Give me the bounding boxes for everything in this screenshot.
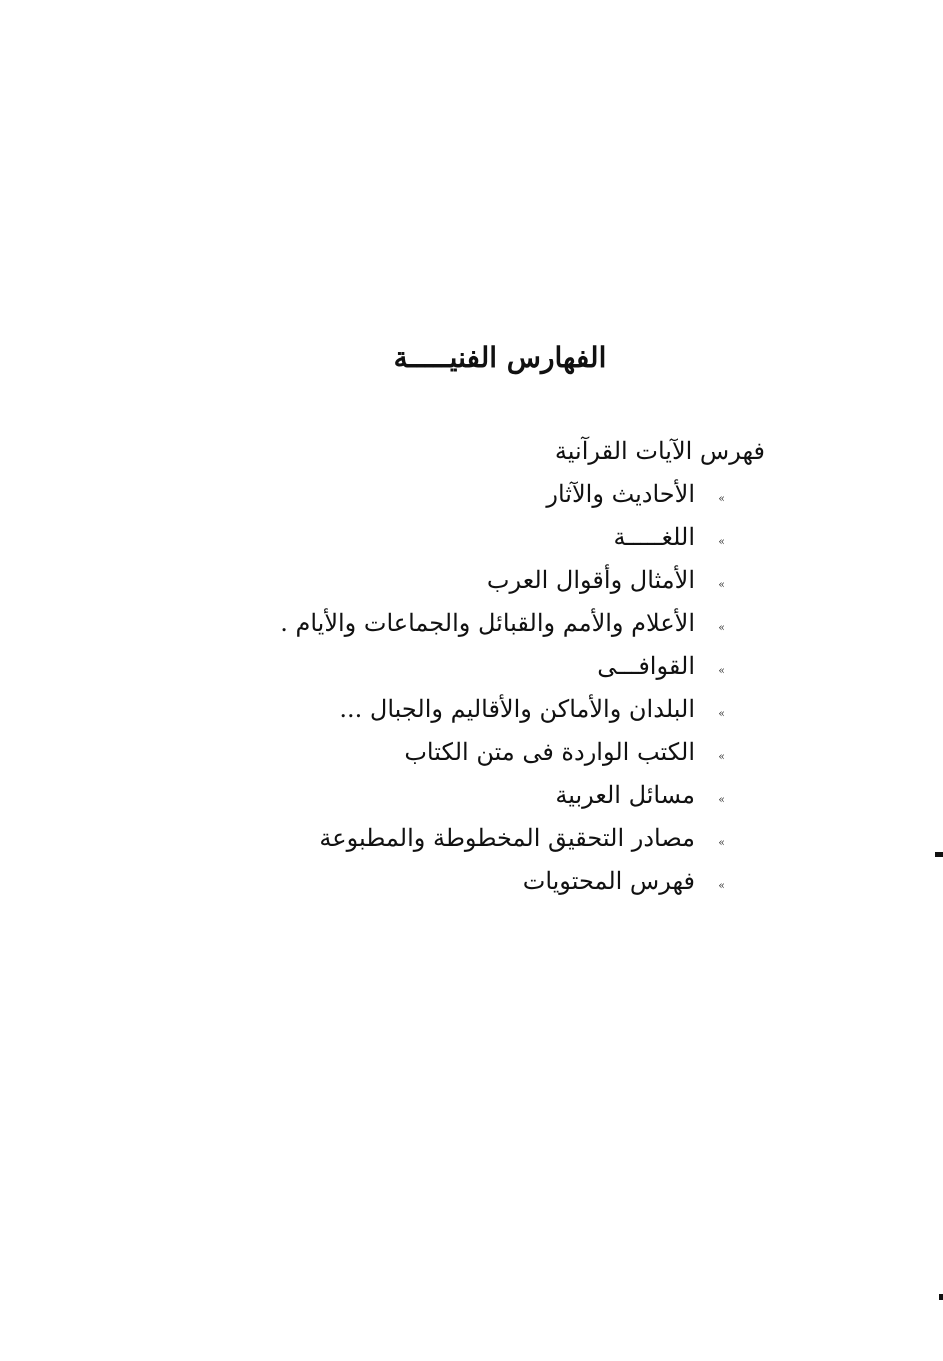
ditto-mark: » xyxy=(718,578,725,591)
index-entry-label: فهرس الآيات القرآنية xyxy=(554,437,765,465)
index-entry-label: الأحاديث والآثار xyxy=(546,480,695,508)
index-entry xyxy=(245,430,765,473)
ditto-mark: » xyxy=(718,664,725,677)
index-entry-label: اللغـــــة xyxy=(613,523,695,551)
index-entry-label: البلدان والأماكن والأقاليم والجبال ... xyxy=(339,695,695,723)
ditto-mark: » xyxy=(718,750,725,763)
index-entry-label: مسائل العربية xyxy=(555,781,695,809)
index-entry-label: مصادر التحقيق المخطوطة والمطبوعة xyxy=(319,824,695,852)
index-entry xyxy=(245,860,765,903)
index-list xyxy=(245,430,765,903)
index-entry xyxy=(245,645,765,688)
index-entry xyxy=(245,473,765,516)
index-entry-label: الكتب الواردة فى متن الكتاب xyxy=(404,738,695,766)
ditto-mark: » xyxy=(718,793,725,806)
ditto-mark: » xyxy=(718,836,725,849)
index-entry-label: الأمثال وأقوال العرب xyxy=(486,566,695,594)
index-entry xyxy=(245,731,765,774)
index-entry xyxy=(245,774,765,817)
index-entry-label: الأعلام والأمم والقبائل والجماعات والأيام . xyxy=(280,609,695,637)
ditto-mark: » xyxy=(718,707,725,720)
ditto-mark: » xyxy=(718,621,725,634)
index-entry xyxy=(245,817,765,860)
ditto-mark: » xyxy=(718,492,725,505)
scan-edge-mark xyxy=(935,852,943,857)
ditto-mark: » xyxy=(718,879,725,892)
index-entry xyxy=(245,688,765,731)
index-entry xyxy=(245,559,765,602)
index-entry xyxy=(245,516,765,559)
index-entry xyxy=(245,602,765,645)
ditto-mark: » xyxy=(718,535,725,548)
index-entry-label: القوافـــى xyxy=(597,652,695,680)
page-title: الفهارس الفنيـــــة xyxy=(393,341,607,374)
scan-edge-mark xyxy=(939,1294,943,1300)
index-entry-label: فهرس المحتويات xyxy=(522,867,695,895)
